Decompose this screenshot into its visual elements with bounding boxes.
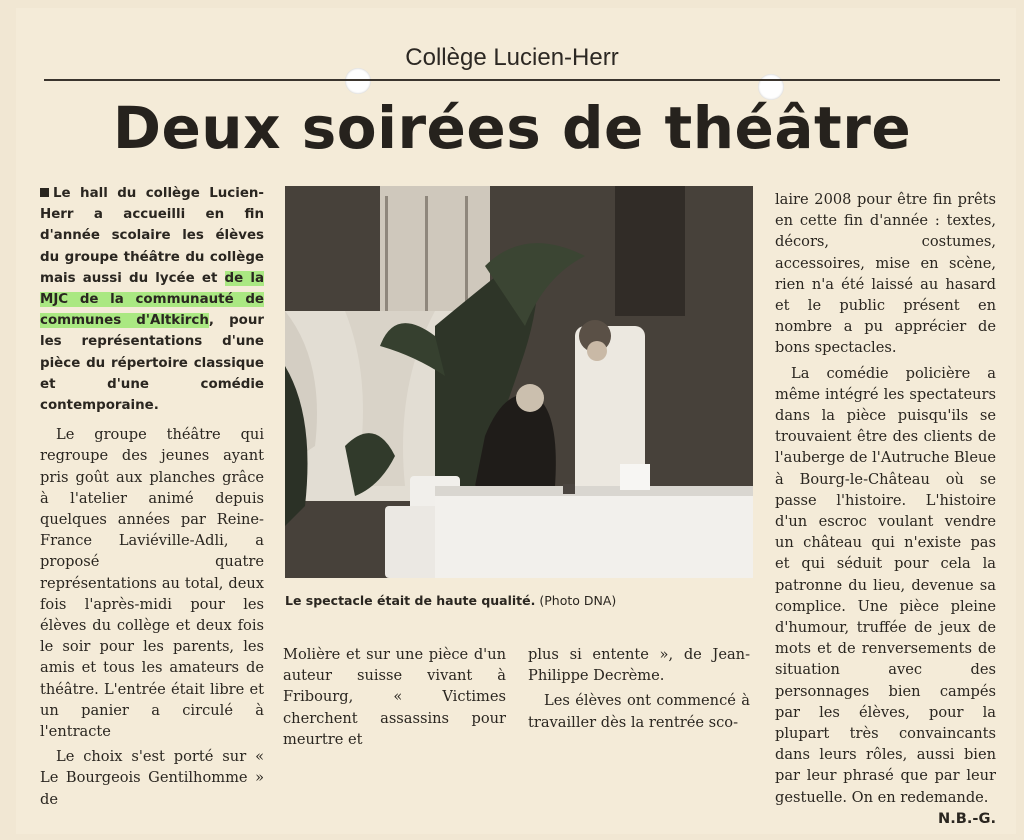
photo-caption	[285, 593, 755, 608]
paragraph: Les élèves ont commencé à travailler dès la rentrée sco-	[528, 692, 750, 731]
article-column-1	[40, 183, 264, 814]
article-column-3	[528, 644, 750, 737]
paragraph: laire 2008 pour être fin prêts en cette fin d'année : textes, décors, costumes, accessoires, mise en scène, rien n'a été laissé au hasard et le public présent en nombre a pu apprécier de bons spectacles.	[775, 191, 996, 357]
paragraph: Le groupe théâtre qui regroupe des jeunes ayant pris goût aux planches grâce à l'atelier animé depuis quelques années par Reine-France Laviéville-Adli, a proposé quatre représentations au total, deux fois l'après-midi pour les élèves du collège et deux fois le soir pour les parents, les amis et tous les amateurs de théâtre. L'entrée était libre et un panier a circulé à l'entracte	[40, 426, 264, 741]
header-rule	[44, 79, 1000, 81]
highlighted-text: de la MJC de la communauté de communes d'Altkirch	[40, 270, 264, 329]
stage-photo	[285, 186, 753, 578]
paragraph-text: La comédie policière a même intégré les spectateurs dans la pièce puisqu'ils se trouvaient être des clients de l'auberge de l'Autruche Bleue à Bourg-le-Château où se passe l'histoire. L'histoire d'un escroc voulant vendre un château qui n'existe pas et qui séduit pour cela la patronne du lieu, devenue sa complice. Une pièce pleine d'humour, truffée de jeux de mots et de renversements de situation avec des personnages bien campés par les élèves, pour la plupart très convaincants dans leurs rôles, aussi bien par leur phrasé que par leur gestuelle. On en redemande.	[775, 364, 996, 806]
page-title: Deux soirées de théâtre	[112, 94, 912, 162]
lead-text-end: , pour les représentations d'une pièce du répertoire classique et d'une comédie contemporaine.	[40, 313, 265, 414]
paragraph: Molière et sur une pièce d'un auteur suisse vivant à Fribourg, « Victimes cherchent assassins pour meurtre et	[283, 646, 506, 748]
section-kicker: Collège Lucien-Herr	[405, 44, 619, 71]
caption-text: Le spectacle était de haute qualité.	[285, 593, 536, 608]
square-bullet-icon	[40, 188, 49, 197]
article-column-2	[283, 644, 506, 754]
article-column-4	[775, 189, 996, 829]
paragraph: plus si entente », de Jean-Philippe Decrème.	[528, 646, 750, 685]
paragraph	[775, 363, 996, 827]
article-lead	[40, 183, 264, 416]
author-signature: N.B.-G.	[937, 809, 996, 827]
photo-credit: (Photo DNA)	[539, 593, 617, 608]
photo-illustration	[285, 186, 753, 578]
lead-text-start: Le hall du collège Lucien-Herr a accueilli en fin d'année scolaire les élèves du groupe théâtre du collège mais aussi du lycée et	[40, 186, 264, 286]
paragraph: Le choix s'est porté sur « Le Bourgeois Gentilhomme » de	[40, 748, 264, 808]
